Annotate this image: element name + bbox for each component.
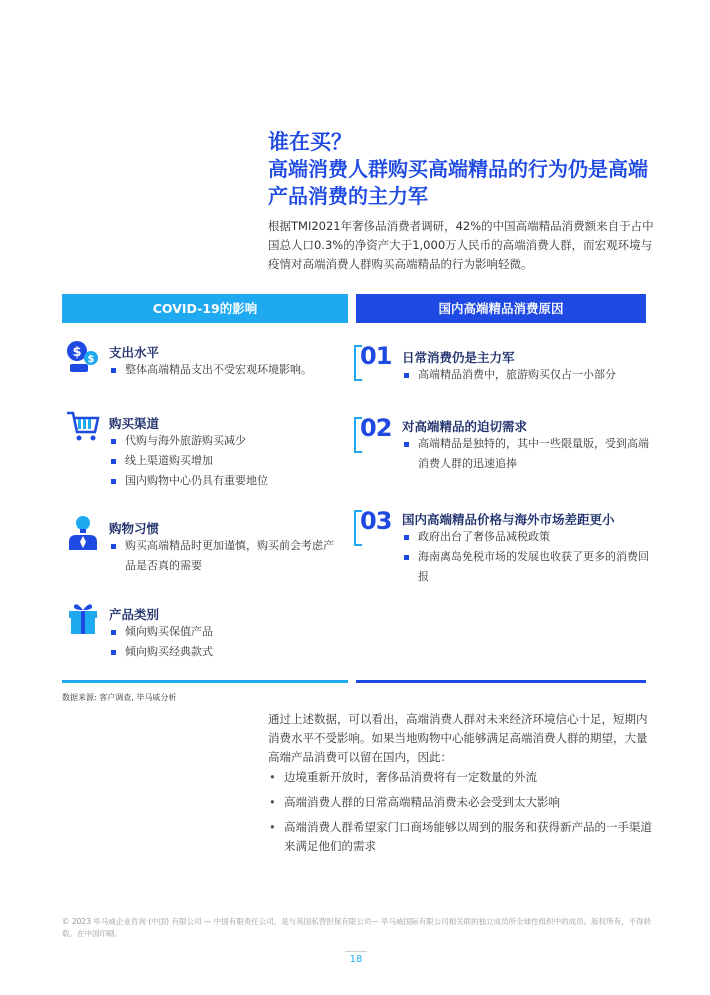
- list-item: 高端精品是独特的，其中一些限量版，受到高端消费人群的迅速追捧: [402, 434, 652, 474]
- covid-impact-heading: COVID-19的影响: [62, 294, 348, 323]
- list-item: • 边境重新开放时，奢侈品消费将有一定数量的外流: [268, 768, 656, 787]
- reason-number: 02: [360, 414, 392, 442]
- list-item: 倾向购买保值产品: [109, 622, 349, 642]
- section-title: 购买渠道: [109, 416, 160, 431]
- reason-number: 03: [360, 507, 392, 535]
- gift-icon: [66, 600, 100, 636]
- list-item: 国内购物中心仍具有重要地位: [109, 471, 349, 491]
- reason-title: 对高端精品的迫切需求: [402, 419, 528, 434]
- money-icon: [66, 338, 100, 374]
- page-title: 高端消费人群购买高端精品的行为仍是高端产品消费的主力军: [268, 157, 648, 208]
- bullet-list: [109, 360, 349, 380]
- list-item: 整体高端精品支出不受宏观环境影响。: [109, 360, 349, 380]
- reason-number: 01: [360, 342, 392, 370]
- bullet-list: [402, 434, 652, 474]
- list-item: 倾向购买经典款式: [109, 642, 349, 662]
- bullet-list: [109, 536, 339, 576]
- intro-paragraph: 根据TMI2021年奢侈品消费者调研，42%的中国高端精品消费额来自于占中国总人口0.3%的净资产大于1,000万人民币的高端消费人群，而宏观环境与疫情对高端消费人群购买高端精品的行为影响轻微。: [268, 219, 654, 271]
- list-item: 海南离岛免税市场的发展也收获了更多的消费回报: [402, 547, 652, 587]
- lightbulb-person-icon: [66, 514, 100, 550]
- section-title: 产品类别: [109, 607, 160, 622]
- bullet-list: [402, 365, 652, 385]
- list-item: 购买高端精品时更加谨慎，购买前会考虑产品是否真的需要: [109, 536, 339, 576]
- list-item: • 高端消费人群希望家门口商场能够以周到的服务和获得新产品的一手渠道来满足他们的需求: [268, 818, 656, 856]
- bullet-list: [109, 431, 349, 491]
- column-bottom-rule-left: [62, 680, 348, 683]
- conclusion-list: [268, 768, 656, 862]
- list-item: 线上渠道购买增加: [109, 451, 349, 471]
- bullet-list: [402, 527, 652, 587]
- svg-text:$: $: [72, 345, 82, 360]
- bullet-list: [109, 622, 349, 662]
- column-bottom-rule-right: [356, 680, 646, 683]
- reason-title: 国内高端精品价格与海外市场差距更小: [402, 512, 615, 527]
- section-title: 支出水平: [109, 345, 160, 360]
- copyright-footer: © 2023 毕马威企业咨询 (中国) 有限公司 — 中国有限责任公司，是与英国私营担保有限公司— 毕马威国际有限公司相关联的独立成员所全球性组织中的成员。版权所有，不得转载。在中国印刷。: [62, 917, 652, 938]
- page-number: 18: [345, 951, 367, 965]
- shopping-cart-icon: [66, 408, 100, 444]
- list-item: 政府出台了奢侈品减税政策: [402, 527, 652, 547]
- svg-text:$: $: [87, 354, 95, 365]
- conclusion-paragraph: 通过上述数据，可以看出，高端消费人群对未来经济环境信心十足，短期内消费水平不受影响。如果当地购物中心能够满足高端消费人群的期望，大量高端产品消费可以留在国内，因此：: [268, 712, 648, 764]
- section-title: 购物习惯: [109, 521, 160, 536]
- reason-title: 日常消费仍是主力军: [402, 350, 515, 365]
- list-item: 代购与海外旅游购买减少: [109, 431, 349, 451]
- list-item: 高端精品消费中，旅游购买仅占一小部分: [402, 365, 652, 385]
- domestic-reasons-heading: 国内高端精品消费原因: [356, 294, 646, 323]
- list-item: • 高端消费人群的日常高端精品消费未必会受到太大影响: [268, 793, 656, 812]
- data-source-note: 数据来源: 客户调查, 毕马威分析: [62, 693, 177, 702]
- section-kicker: 谁在买？: [268, 130, 352, 154]
